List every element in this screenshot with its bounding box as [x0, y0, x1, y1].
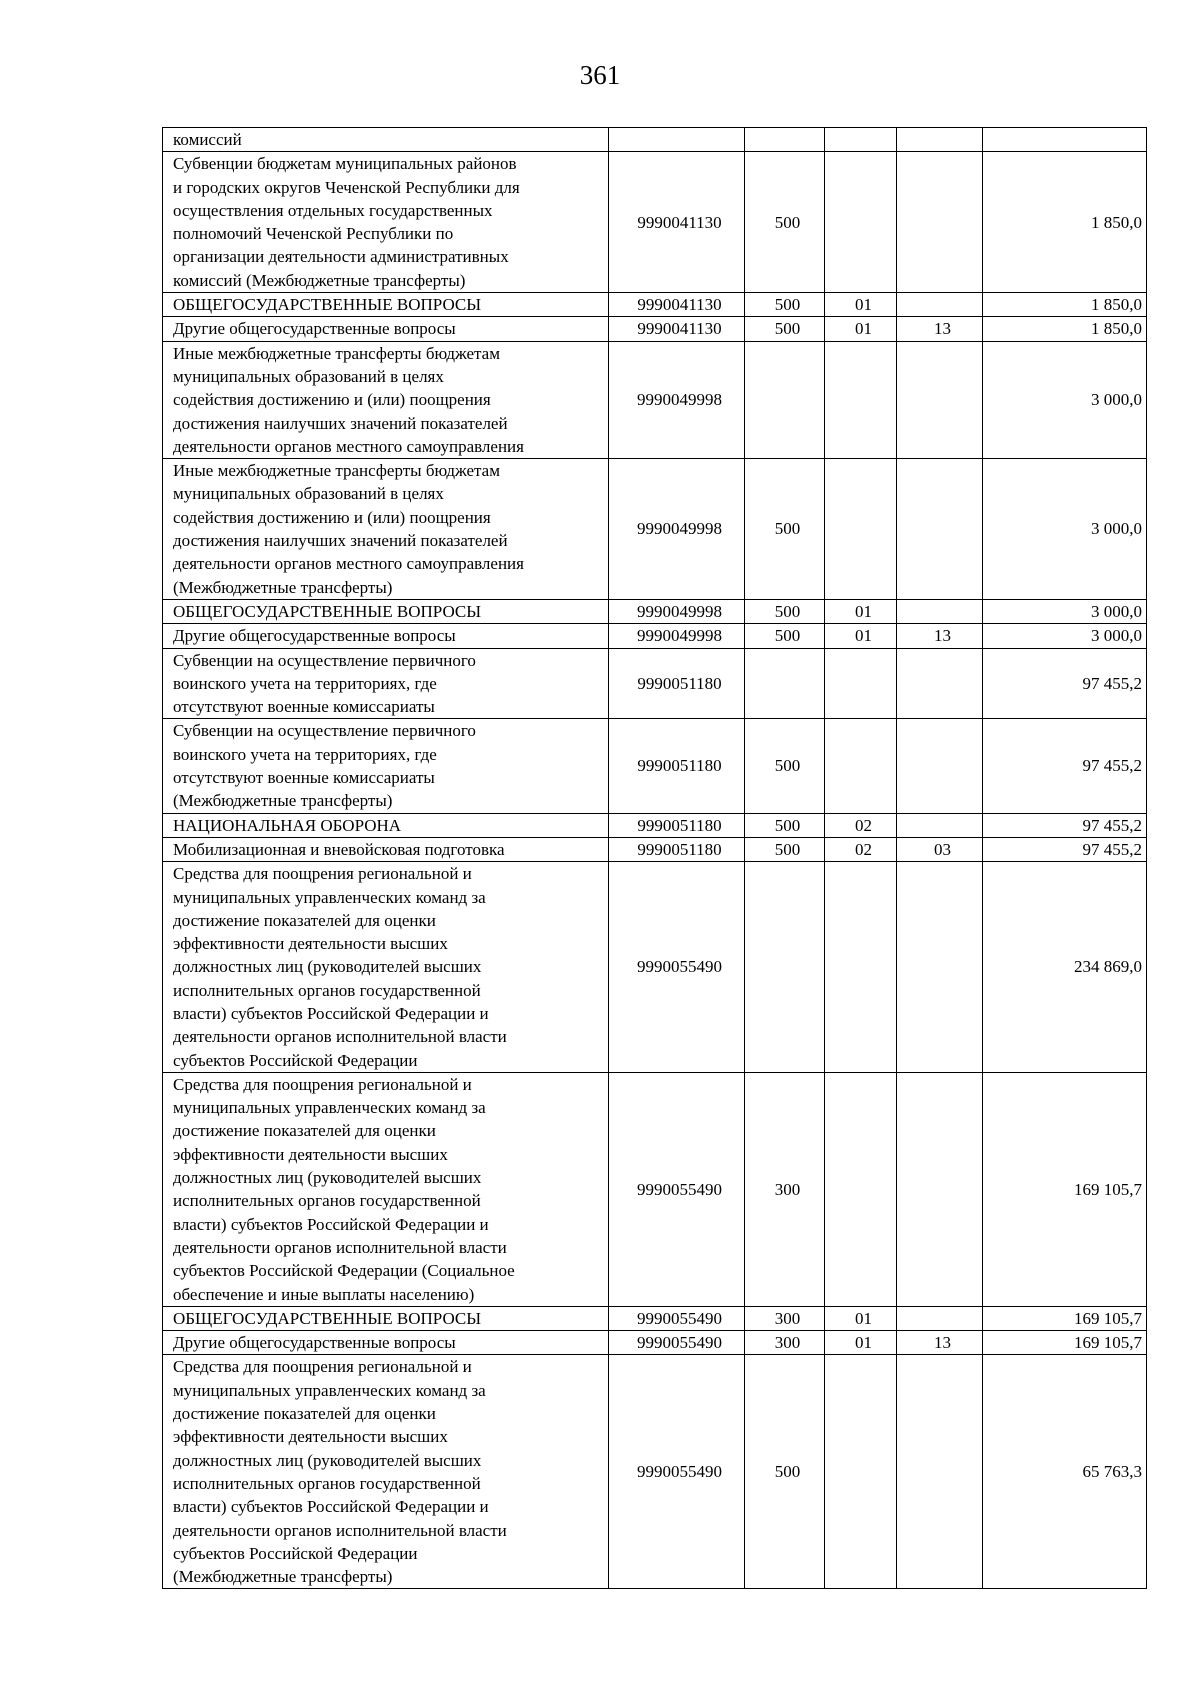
row-code-cell-text: 9990055490	[637, 1333, 722, 1353]
row-amount-cell-text: 169 105,7	[1074, 1308, 1142, 1328]
row-name-cell	[163, 459, 609, 600]
row-amount-cell-text: 97 455,2	[1082, 815, 1142, 835]
row-expense-type-cell-text: 500	[774, 756, 801, 776]
row-subsection-cell-text: 03	[934, 839, 951, 859]
row-amount-cell	[983, 1072, 1147, 1306]
row-code-cell	[609, 862, 745, 1073]
row-code-cell-text: 9990041130	[637, 295, 722, 315]
table-row	[163, 648, 1147, 719]
page-number: 361	[579, 60, 621, 90]
table-row	[163, 1306, 1147, 1330]
row-amount-cell	[983, 599, 1147, 623]
row-section-cell	[825, 459, 897, 600]
row-amount-cell-text: 1 850,0	[1091, 295, 1142, 315]
row-code-cell	[609, 1306, 745, 1330]
row-name-cell	[163, 317, 609, 341]
row-section-cell	[825, 719, 897, 813]
row-amount-cell	[983, 1355, 1147, 1589]
row-amount-cell-text: 169 105,7	[1074, 1179, 1142, 1199]
row-section-cell-text: 01	[855, 1333, 872, 1353]
row-code-cell	[609, 459, 745, 600]
table-row	[163, 152, 1147, 293]
row-name-cell-text: Средства для поощрения региональной и муниципальных управленческих команд за достижение показателей для оценки эффективности деятельности высших должностных лиц (руководителей высших исполнительных органов государственной власти) субъектов Российской Федерации и деятельности органов исполнительной власти субъектов Российской Федерации (Межбюджетные трансферты)	[173, 1357, 507, 1587]
row-code-cell	[609, 1072, 745, 1306]
budget-table-body	[163, 128, 1147, 1589]
table-row	[163, 317, 1147, 341]
row-name-cell-text: Другие общегосударственные вопросы	[173, 1333, 456, 1353]
row-expense-type-cell-text: 300	[774, 1179, 801, 1199]
row-name-cell-text: Другие общегосударственные вопросы	[173, 319, 456, 339]
row-code-cell-text: 9990041130	[637, 212, 722, 232]
row-code-cell	[609, 648, 745, 719]
row-expense-type-cell-text: 500	[774, 1462, 801, 1482]
row-amount-cell	[983, 128, 1147, 152]
table-row	[163, 293, 1147, 317]
row-amount-cell	[983, 341, 1147, 458]
row-name-cell	[163, 1306, 609, 1330]
table-row	[163, 459, 1147, 600]
row-name-cell	[163, 1072, 609, 1306]
row-subsection-cell	[897, 1331, 983, 1355]
row-section-cell-text: 02	[855, 815, 872, 835]
row-name-cell-text: Иные межбюджетные трансферты бюджетам муниципальных образований в целях содействия достижению и (или) поощрения достижения наилучших значений показателей деятельности органов местного самоуправления (Межбюджетные трансферты)	[173, 461, 524, 597]
row-expense-type-cell	[745, 648, 825, 719]
row-code-cell-text: 9990049998	[637, 390, 722, 410]
row-name-cell-text: ОБЩЕГОСУДАРСТВЕННЫЕ ВОПРОСЫ	[173, 295, 482, 315]
row-amount-cell-text: 97 455,2	[1082, 673, 1142, 693]
row-expense-type-cell	[745, 1072, 825, 1306]
row-subsection-cell	[897, 128, 983, 152]
row-name-cell-text: комиссий	[173, 130, 242, 149]
row-amount-cell	[983, 648, 1147, 719]
row-section-cell-text: 01	[855, 1308, 872, 1328]
row-subsection-cell	[897, 599, 983, 623]
row-expense-type-cell	[745, 341, 825, 458]
table-row	[163, 1331, 1147, 1355]
row-subsection-cell	[897, 624, 983, 648]
row-section-cell	[825, 813, 897, 837]
table-row	[163, 341, 1147, 458]
row-section-cell-text: 01	[855, 319, 872, 339]
row-amount-cell-text: 169 105,7	[1074, 1333, 1142, 1353]
table-row	[163, 624, 1147, 648]
row-amount-cell	[983, 624, 1147, 648]
row-amount-cell-text: 97 455,2	[1082, 756, 1142, 776]
row-code-cell-text: 9990051180	[637, 756, 722, 776]
row-amount-cell-text: 1 850,0	[1091, 212, 1142, 232]
budget-table	[162, 127, 1147, 1589]
row-expense-type-cell-text: 500	[774, 319, 801, 339]
row-amount-cell-text: 65 763,3	[1082, 1462, 1142, 1482]
row-expense-type-cell	[745, 1355, 825, 1589]
row-name-cell	[163, 813, 609, 837]
row-code-cell-text: 9990051180	[637, 673, 722, 693]
row-expense-type-cell-text: 300	[774, 1333, 801, 1353]
row-code-cell	[609, 599, 745, 623]
row-expense-type-cell	[745, 624, 825, 648]
row-expense-type-cell	[745, 459, 825, 600]
row-section-cell	[825, 1072, 897, 1306]
row-section-cell	[825, 648, 897, 719]
row-name-cell	[163, 1331, 609, 1355]
table-row	[163, 719, 1147, 813]
row-section-cell	[825, 624, 897, 648]
row-subsection-cell	[897, 293, 983, 317]
row-name-cell-text: НАЦИОНАЛЬНАЯ ОБОРОНА	[173, 815, 402, 835]
row-section-cell	[825, 1331, 897, 1355]
row-subsection-cell-text: 13	[934, 626, 951, 646]
row-name-cell	[163, 862, 609, 1073]
row-amount-cell	[983, 152, 1147, 293]
row-code-cell-text: 9990055490	[637, 957, 722, 977]
row-subsection-cell	[897, 341, 983, 458]
row-expense-type-cell	[745, 599, 825, 623]
row-name-cell-text: Другие общегосударственные вопросы	[173, 626, 456, 646]
row-section-cell-text: 01	[855, 601, 872, 621]
row-name-cell	[163, 837, 609, 861]
row-amount-cell-text: 3 000,0	[1091, 626, 1142, 646]
row-expense-type-cell-text: 500	[774, 815, 801, 835]
row-section-cell	[825, 128, 897, 152]
row-expense-type-cell	[745, 317, 825, 341]
row-name-cell	[163, 719, 609, 813]
row-amount-cell	[983, 317, 1147, 341]
row-expense-type-cell	[745, 837, 825, 861]
row-code-cell-text: 9990049998	[637, 626, 722, 646]
table-row	[163, 1355, 1147, 1589]
row-section-cell	[825, 341, 897, 458]
row-name-cell-text: ОБЩЕГОСУДАРСТВЕННЫЕ ВОПРОСЫ	[173, 601, 482, 621]
row-amount-cell	[983, 813, 1147, 837]
row-amount-cell-text: 234 869,0	[1074, 957, 1142, 977]
row-expense-type-cell-text: 300	[774, 1308, 801, 1328]
row-amount-cell-text: 1 850,0	[1091, 319, 1142, 339]
row-code-cell	[609, 1355, 745, 1589]
row-code-cell-text: 9990049998	[637, 519, 722, 539]
row-subsection-cell	[897, 862, 983, 1073]
row-code-cell	[609, 152, 745, 293]
row-expense-type-cell	[745, 128, 825, 152]
row-name-cell	[163, 624, 609, 648]
row-code-cell-text: 9990055490	[637, 1308, 722, 1328]
row-section-cell	[825, 152, 897, 293]
row-name-cell	[163, 341, 609, 458]
table-row	[163, 1072, 1147, 1306]
row-name-cell-text: Средства для поощрения региональной и муниципальных управленческих команд за достижение показателей для оценки эффективности деятельности высших должностных лиц (руководителей высших исполнительных органов государственной власти) субъектов Российской Федерации и деятельности органов исполнительной власти субъектов Российской Федерации (Социальное обеспечение и иные выплаты населению)	[173, 1074, 515, 1304]
row-expense-type-cell-text: 500	[774, 601, 801, 621]
row-section-cell-text: 01	[855, 626, 872, 646]
row-expense-type-cell-text: 500	[774, 626, 801, 646]
row-expense-type-cell-text: 500	[774, 519, 801, 539]
row-amount-cell	[983, 293, 1147, 317]
row-amount-cell	[983, 1306, 1147, 1330]
row-code-cell	[609, 719, 745, 813]
row-amount-cell-text: 3 000,0	[1091, 601, 1142, 621]
row-code-cell-text: 9990055490	[637, 1179, 722, 1199]
table-row	[163, 128, 1147, 152]
row-section-cell	[825, 1355, 897, 1589]
row-name-cell	[163, 599, 609, 623]
row-code-cell-text: 9990051180	[637, 839, 722, 859]
row-expense-type-cell	[745, 813, 825, 837]
row-name-cell-text: Иные межбюджетные трансферты бюджетам муниципальных образований в целях содействия достижению и (или) поощрения достижения наилучших значений показателей деятельности органов местного самоуправления	[173, 343, 524, 456]
row-subsection-cell	[897, 648, 983, 719]
row-subsection-cell	[897, 1355, 983, 1589]
row-code-cell	[609, 813, 745, 837]
row-name-cell	[163, 648, 609, 719]
row-subsection-cell	[897, 1072, 983, 1306]
row-amount-cell	[983, 1331, 1147, 1355]
row-expense-type-cell	[745, 1331, 825, 1355]
row-expense-type-cell	[745, 719, 825, 813]
row-code-cell	[609, 624, 745, 648]
row-section-cell-text: 01	[855, 295, 872, 315]
row-code-cell	[609, 1331, 745, 1355]
row-expense-type-cell	[745, 1306, 825, 1330]
row-amount-cell-text: 3 000,0	[1091, 519, 1142, 539]
row-name-cell-text: Субвенции на осуществление первичного воинского учета на территориях, где отсутствуют военные комиссариаты (Межбюджетные трансферты)	[173, 721, 476, 811]
row-code-cell	[609, 293, 745, 317]
row-expense-type-cell-text: 500	[774, 212, 801, 232]
row-code-cell-text: 9990041130	[637, 319, 722, 339]
row-name-cell-text: Субвенции бюджетам муниципальных районов и городских округов Чеченской Республики для осуществления отдельных государственных полномочий Чеченской Республики по организации деятельности административных комиссий (Межбюджетные трансферты)	[173, 154, 520, 290]
row-code-cell-text: 9990051180	[637, 815, 722, 835]
row-subsection-cell	[897, 317, 983, 341]
row-section-cell	[825, 317, 897, 341]
row-subsection-cell	[897, 459, 983, 600]
row-amount-cell	[983, 862, 1147, 1073]
row-expense-type-cell	[745, 293, 825, 317]
row-name-cell-text: Мобилизационная и вневойсковая подготовка	[173, 839, 505, 859]
row-subsection-cell-text: 13	[934, 1333, 951, 1353]
row-name-cell-text: Средства для поощрения региональной и муниципальных управленческих команд за достижение показателей для оценки эффективности деятельности высших должностных лиц (руководителей высших исполнительных органов государственной власти) субъектов Российской Федерации и деятельности органов исполнительной власти субъектов Российской Федерации	[173, 864, 507, 1070]
row-code-cell	[609, 837, 745, 861]
row-name-cell	[163, 1355, 609, 1589]
row-expense-type-cell	[745, 152, 825, 293]
row-expense-type-cell	[745, 862, 825, 1073]
row-section-cell	[825, 599, 897, 623]
table-row	[163, 837, 1147, 861]
row-name-cell	[163, 128, 609, 152]
row-section-cell	[825, 293, 897, 317]
row-section-cell-text: 02	[855, 839, 872, 859]
row-expense-type-cell-text: 500	[774, 839, 801, 859]
row-name-cell	[163, 152, 609, 293]
row-subsection-cell-text: 13	[934, 319, 951, 339]
table-row	[163, 813, 1147, 837]
row-code-cell	[609, 341, 745, 458]
row-code-cell-text: 9990049998	[637, 601, 722, 621]
row-name-cell-text: Субвенции на осуществление первичного воинского учета на территориях, где отсутствуют военные комиссариаты	[173, 650, 476, 717]
row-amount-cell	[983, 837, 1147, 861]
table-row	[163, 599, 1147, 623]
row-code-cell-text: 9990055490	[637, 1462, 722, 1482]
row-section-cell	[825, 862, 897, 1073]
row-amount-cell-text: 3 000,0	[1091, 390, 1142, 410]
row-section-cell	[825, 837, 897, 861]
row-subsection-cell	[897, 837, 983, 861]
row-amount-cell	[983, 459, 1147, 600]
row-name-cell	[163, 293, 609, 317]
row-code-cell	[609, 317, 745, 341]
row-subsection-cell	[897, 719, 983, 813]
row-subsection-cell	[897, 1306, 983, 1330]
row-subsection-cell	[897, 152, 983, 293]
row-name-cell-text: ОБЩЕГОСУДАРСТВЕННЫЕ ВОПРОСЫ	[173, 1308, 482, 1328]
row-amount-cell-text: 97 455,2	[1082, 839, 1142, 859]
row-code-cell	[609, 128, 745, 152]
row-expense-type-cell-text: 500	[774, 295, 801, 315]
row-section-cell	[825, 1306, 897, 1330]
row-subsection-cell	[897, 813, 983, 837]
row-amount-cell	[983, 719, 1147, 813]
table-row	[163, 862, 1147, 1073]
